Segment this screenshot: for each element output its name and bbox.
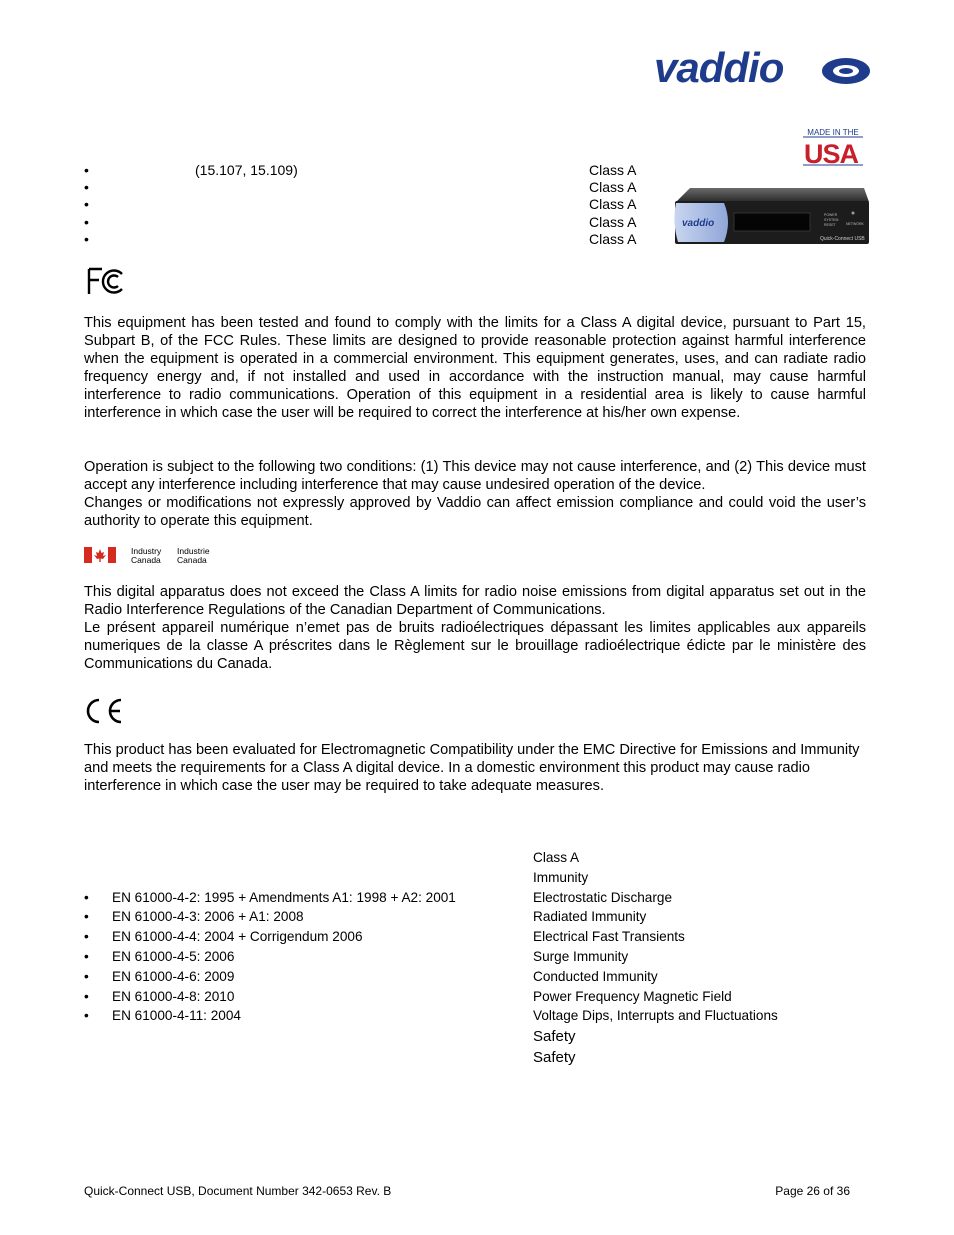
table-row: • EN 61000-4-4: 2004 + Corrigendum 2006 Electrical Fast Transients (84, 929, 685, 945)
ce-paragraph: This product has been evaluated for Electromagnetic Compatibility under the EMC Directive for Emissions and Immunity and meets the requirements for a Class A digital device. In a domestic environment this product may cause radio interference in which case the user may be required to take adequate measures. (84, 742, 860, 794)
table-row: • EN 61000-4-5: 2006 Surge Immunity (84, 948, 629, 964)
svg-text:Industrie: Industrie (177, 546, 210, 556)
made-in-usa-badge (801, 126, 865, 166)
vaddio-logo (652, 44, 874, 92)
emc-standards-table (84, 848, 864, 1068)
list-item: • Class A (84, 179, 637, 196)
product-model-label: Quick-Connect USB (820, 236, 865, 242)
industry-canada-logo (84, 545, 219, 567)
fcc-paragraph-1: This equipment has been tested and found to comply with the limits for a Class A digital device, pursuant to Part 15, Subpart B, of the FCC Rules. These limits are designed to provide reasonable protection against harmful interference when the equipment is operated in a commercial environment. This equipment generates, uses, and can radiate radio frequency energy and, if not installed and used in accordance with the instruction manual, may cause harmful interference to radio communications. Operation of this equipment in a residential area is likely to cause harmful interference in which case the user will be required to correct the interference at his/her own expense. (84, 315, 866, 421)
svg-text:Canada: Canada (177, 555, 207, 565)
table-row: Class A (533, 850, 580, 865)
ce-logo (84, 697, 126, 725)
fcc-paragraph-2: Operation is subject to the following two conditions: (1) This device may not cause interference, and (2) This device must accept any interference including interference that may cause undesired operation of the device. Changes or modifications not expressly approved by Vaddio can affect emission compliance and could void the user’s authority to operate this equipment. (84, 459, 866, 529)
table-row: • EN 61000-4-11: 2004 Voltage Dips, Interrupts and Fluctuations (84, 1008, 778, 1024)
list-item: • Class A (84, 230, 637, 247)
svg-text:FC: FC (86, 266, 88, 267)
footer-page-number: Page 26 of 36 (775, 1184, 850, 1198)
svg-text:Industry: Industry (131, 546, 162, 556)
list-item: • (15.107, 15.109) Class A (84, 162, 637, 178)
badge-line2: USA (803, 139, 859, 166)
table-row: • EN 61000-4-8: 2010 Power Frequency Magnetic Field (84, 988, 732, 1004)
industry-canada-paragraph: This digital apparatus does not exceed the Class A limits for radio noise emissions from digital apparatus set out in the Radio Interference Regulations of the Canadian Department of Communications. Le présent appareil numérique n’emet pas de bruits radioélectriques dépassant les limites applicables aux appareils numeriques de la classe A préscrites dans le Règlement sur le brouillage radioélectrique édicte par le ministère des Communications du Canada. (84, 584, 866, 672)
svg-text:CE: CE (84, 697, 86, 698)
vaddio-logo-text: vaddio (654, 44, 784, 91)
badge-line1: MADE IN THE (807, 128, 859, 137)
svg-text:RESET: RESET (824, 223, 836, 227)
product-image (672, 186, 870, 246)
table-row: • EN 61000-4-3: 2006 + A1: 2008 Radiated Immunity (84, 909, 647, 925)
product-brand: vaddio (682, 218, 715, 229)
footer-document-info: Quick-Connect USB, Document Number 342-0653 Rev. B (84, 1184, 392, 1198)
svg-text:NETWORK: NETWORK (846, 222, 864, 226)
compliance-list-top (84, 162, 644, 248)
table-row: Safety (533, 1049, 576, 1067)
table-row: Immunity (533, 869, 589, 885)
svg-text:SYSTEM: SYSTEM (824, 218, 839, 222)
table-row: • EN 61000-4-2: 1995 + Amendments A1: 1998 + A2: 2001 Electrostatic Discharge (84, 889, 673, 905)
list-item: • Class A (84, 196, 637, 213)
table-row: Safety (533, 1028, 576, 1046)
svg-text:POWER: POWER (824, 213, 838, 217)
fcc-logo (86, 266, 128, 296)
list-item: • Class A (84, 213, 637, 230)
svg-text:Canada: Canada (131, 555, 161, 565)
table-row: • EN 61000-4-6: 2009 Conducted Immunity (84, 968, 658, 984)
